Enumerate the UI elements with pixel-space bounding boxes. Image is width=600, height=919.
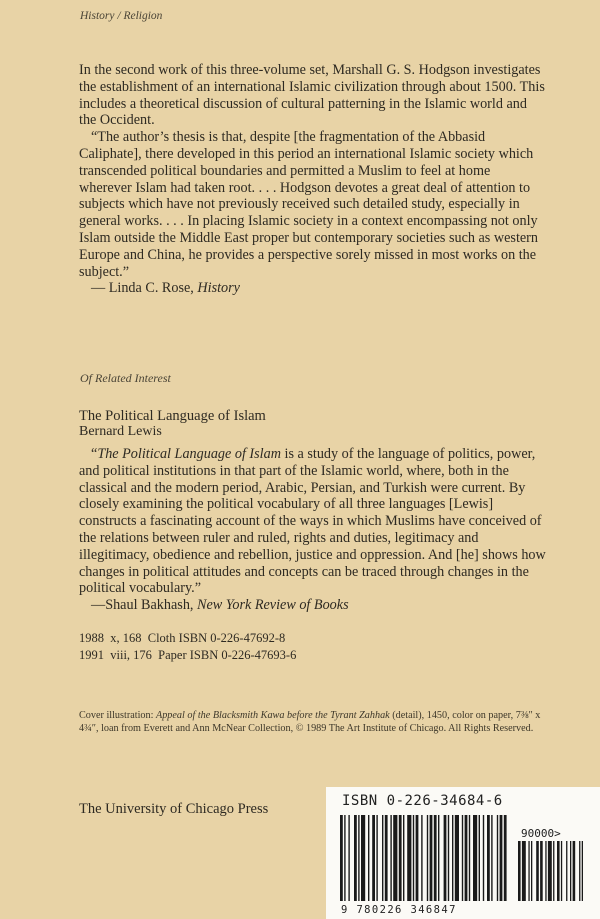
edition-list [79,630,296,664]
cover-credit-title: Appeal of the Blacksmith Kawa before the Tyrant Zahhak [155,710,390,721]
related-attribution-name: —Shaul Bakhash, [91,597,198,614]
related-book-author: Bernard Lewis [79,424,162,439]
related-attribution-source: New York Review of Books [197,597,349,614]
publisher-name: The University of Chicago Press [79,801,269,817]
related-quote-title: The Political Language of Islam [97,446,281,462]
isbn-number: ISBN 0-226-34684-6 [342,793,503,809]
edition-row: 1988 x, 168 Cloth ISBN 0-226-47692-8 [79,631,286,645]
review-attribution-name: — Linda C. Rose, [91,280,198,297]
related-book-title: The Political Language of Islam [79,408,266,424]
cover-credit-suffix: (detail), 1450, color on paper, 7⅜″ x 4¾″, loan from Everett and Ann McNear Collection, © 1989 The Art Institute of Chicago. All Rights Reserved. [79,710,541,734]
review-quote: “The author’s thesis is that, despite [the fragmentation of the Abbasid Caliphate], there developed in this period an international Islamic society which transcended political boundaries and permitted a Muslim to feel at home wherever Islam had taken root. . . . Hodgson devotes a great deal of attention to subjects which have not previously received such detailed study, especially in general works. . . . In placing Islamic society in a context encompassing not only Islam outside the Middle East proper but contemporary societies such as western Europe and China, he provides a perspective sorely missed in most works on the subject.” [79,129,539,280]
related-book-review [79,446,547,614]
price-code: 90000> [521,827,561,840]
review-attribution-source: History [197,280,240,297]
description-intro: In the second work of this three-volume set, Marshall G. S. Hodgson investigates the establishment of an international Islamic civilization through about 1500. This includes a theoretical discussion of cultural patterning in the Islamic world and the Occident. [79,62,545,129]
cover-credit-prefix: Cover illustration: [79,710,156,721]
edition-row: 1991 viii, 176 Paper ISBN 0-226-47693-6 [79,648,297,662]
related-quote [79,446,547,597]
related-interest-heading: Of Related Interest [80,371,171,385]
related-quote-open: “ [91,446,98,462]
ean-number: 9 780226 346847 [341,904,457,916]
cover-credit [79,710,544,735]
related-quote-text: is a study of the language of politics, power, and political institutions in that part of the Islamic world, where, both in the classical and the modern period, Arabic, Persian, and Turkish were current. By closely examining the political vocabulary of all three languages [Lewis] constructs a fascinating account of the ways in which Muslims have conceived of the relations between ruler and ruled, rights and duties, legitimacy and illegitimacy, obedience and rebellion, justice and oppression. And [he] shows how changes in political attitudes and concepts can be traced through changes in the political vocabulary.” [79,446,546,597]
review-attribution [79,280,545,297]
book-description [79,62,545,297]
related-attribution [79,597,547,614]
category-label: History / Religion [80,10,163,22]
